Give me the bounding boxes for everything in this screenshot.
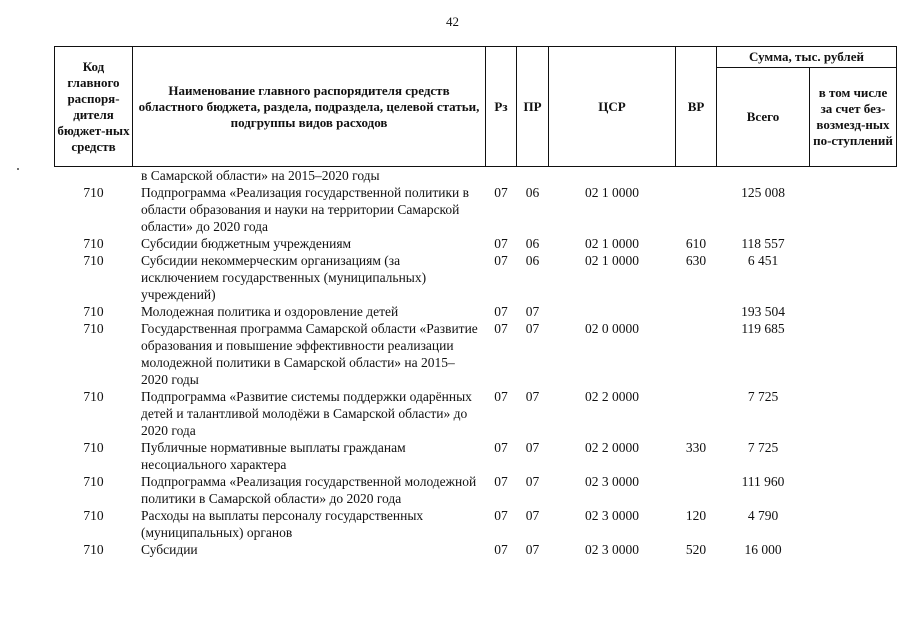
cell-incl — [810, 320, 897, 388]
table-row — [55, 184, 897, 235]
header-csr: ЦСР — [549, 47, 676, 167]
cell-rz: 07 — [494, 253, 508, 268]
cell-csr: 02 1 0000 — [585, 236, 639, 251]
cell-code: 710 — [83, 508, 104, 523]
table-row — [55, 473, 897, 507]
cell-vr: 120 — [685, 508, 707, 523]
cell-pr: 07 — [525, 474, 540, 489]
table-row — [55, 235, 897, 252]
cell-csr: 02 3 0000 — [585, 508, 639, 523]
cell-pr: 07 — [525, 389, 540, 404]
cell-csr — [549, 167, 676, 185]
cell-name: Субсидии бюджетным учреждениям — [141, 236, 352, 251]
budget-table — [54, 46, 897, 558]
cell-total: 125 008 — [741, 185, 785, 200]
cell-csr — [549, 303, 676, 320]
cell-incl — [810, 473, 897, 507]
cell-name: Государственная программа Самарской области «Развитие образования и повышение эффективности реализации молодежной политики в Самарской области» на 2015–2020 годы — [141, 321, 478, 387]
cell-csr: 02 2 0000 — [585, 440, 639, 455]
cell-vr — [676, 473, 717, 507]
cell-pr: 07 — [525, 508, 540, 523]
cell-pr: 06 — [525, 236, 540, 251]
table-row — [55, 303, 897, 320]
header-name: Наименование главного распорядителя средств областного бюджета, раздела, подраздела, целевой статьи, подгруппы видов расходов — [133, 47, 486, 167]
table-row — [55, 167, 897, 185]
cell-total: 118 557 — [741, 236, 785, 251]
cell-name: Субсидии некоммерческим организациям (за исключением государственных (муниципальных) учреждений) — [141, 253, 427, 302]
cell-vr: 330 — [685, 440, 707, 455]
cell-incl — [810, 439, 897, 473]
cell-pr: 07 — [525, 542, 540, 557]
cell-code: 710 — [83, 236, 104, 251]
cell-rz: 07 — [494, 304, 508, 319]
cell-name: Молодежная политика и оздоровление детей — [141, 304, 399, 319]
cell-pr: 06 — [525, 185, 540, 200]
header-code: Код главного распоря-дителя бюджет-ных средств — [55, 47, 133, 167]
cell-incl — [810, 388, 897, 439]
cell-code: 710 — [83, 304, 104, 319]
cell-csr: 02 3 0000 — [585, 474, 639, 489]
cell-incl — [810, 167, 897, 185]
cell-csr: 02 3 0000 — [585, 542, 639, 557]
cell-csr: 02 1 0000 — [585, 185, 639, 200]
cell-incl — [810, 303, 897, 320]
cell-vr: 610 — [685, 236, 707, 251]
cell-code — [55, 167, 133, 185]
cell-csr: 02 0 0000 — [585, 321, 639, 336]
cell-total: 4 790 — [747, 508, 779, 523]
cell-name: Подпрограмма «Реализация государственной политики в области образования и науки на территории Самарской области» до 2020 года — [141, 185, 470, 234]
header-sum-title: Сумма, тыс. рублей — [717, 47, 897, 68]
page-number: 42 — [446, 14, 459, 29]
header-vr: ВР — [676, 47, 717, 167]
table-row — [55, 388, 897, 439]
header-incl: в том числе за счет без-возмезд-ных по-ступлений — [810, 68, 897, 167]
cell-name: Расходы на выплаты персоналу государственных (муниципальных) органов — [141, 508, 424, 540]
cell-incl — [810, 541, 897, 558]
header-pr: ПР — [517, 47, 549, 167]
cell-total: 193 504 — [741, 304, 785, 319]
cell-total: 7 725 — [747, 389, 779, 404]
cell-incl — [810, 235, 897, 252]
cell-code: 710 — [83, 440, 104, 455]
cell-rz: 07 — [494, 542, 508, 557]
cell-name: Подпрограмма «Реализация государственной молодежной политики в Самарской области» до 2020 года — [141, 474, 477, 506]
table-body — [55, 167, 897, 559]
cell-vr — [676, 184, 717, 235]
cell-vr: 520 — [685, 542, 707, 557]
table-row — [55, 541, 897, 558]
cell-total: 16 000 — [744, 542, 782, 557]
cell-code: 710 — [83, 389, 104, 404]
cell-pr: 07 — [525, 321, 540, 336]
cell-pr: 07 — [525, 304, 540, 319]
cell-total — [717, 167, 810, 185]
table-row — [55, 252, 897, 303]
cell-code: 710 — [83, 185, 104, 200]
cell-incl — [810, 184, 897, 235]
cell-vr — [676, 320, 717, 388]
cell-vr — [676, 167, 717, 185]
cell-rz: 07 — [494, 440, 508, 455]
cell-name: Подпрограмма «Развитие системы поддержки одарённых детей и талантливой молодёжи в Самарской области» до 2020 года — [141, 389, 472, 438]
cell-code: 710 — [83, 253, 104, 268]
header-total: Всего — [717, 68, 810, 167]
cell-vr — [676, 388, 717, 439]
cell-vr: 630 — [685, 253, 707, 268]
cell-name: в Самарской области» на 2015–2020 годы — [141, 168, 380, 183]
cell-rz: 07 — [494, 474, 508, 489]
cell-name: Публичные нормативные выплаты гражданам несоциального характера — [141, 440, 406, 472]
table-row — [55, 507, 897, 541]
cell-csr: 02 2 0000 — [585, 389, 639, 404]
cell-code: 710 — [83, 321, 104, 336]
table-row — [55, 320, 897, 388]
cell-code: 710 — [83, 542, 104, 557]
cell-name: Субсидии — [141, 542, 198, 557]
cell-rz: 07 — [494, 389, 508, 404]
cell-csr: 02 1 0000 — [585, 253, 639, 268]
stray-dot — [17, 168, 19, 170]
cell-pr: 06 — [525, 253, 540, 268]
cell-total: 111 960 — [741, 474, 785, 489]
cell-rz: 07 — [494, 236, 508, 251]
cell-rz: 07 — [494, 321, 508, 336]
cell-rz: 07 — [494, 508, 508, 523]
cell-rz: 07 — [494, 185, 508, 200]
cell-incl — [810, 252, 897, 303]
cell-code: 710 — [83, 474, 104, 489]
cell-vr — [676, 303, 717, 320]
cell-rz — [486, 167, 517, 185]
cell-total: 6 451 — [747, 253, 779, 268]
table-row — [55, 439, 897, 473]
header-rz: Рз — [486, 47, 517, 167]
cell-incl — [810, 507, 897, 541]
cell-total: 119 685 — [741, 321, 785, 336]
cell-total: 7 725 — [747, 440, 779, 455]
cell-pr — [517, 167, 549, 185]
cell-pr: 07 — [525, 440, 540, 455]
table-header — [55, 47, 897, 167]
